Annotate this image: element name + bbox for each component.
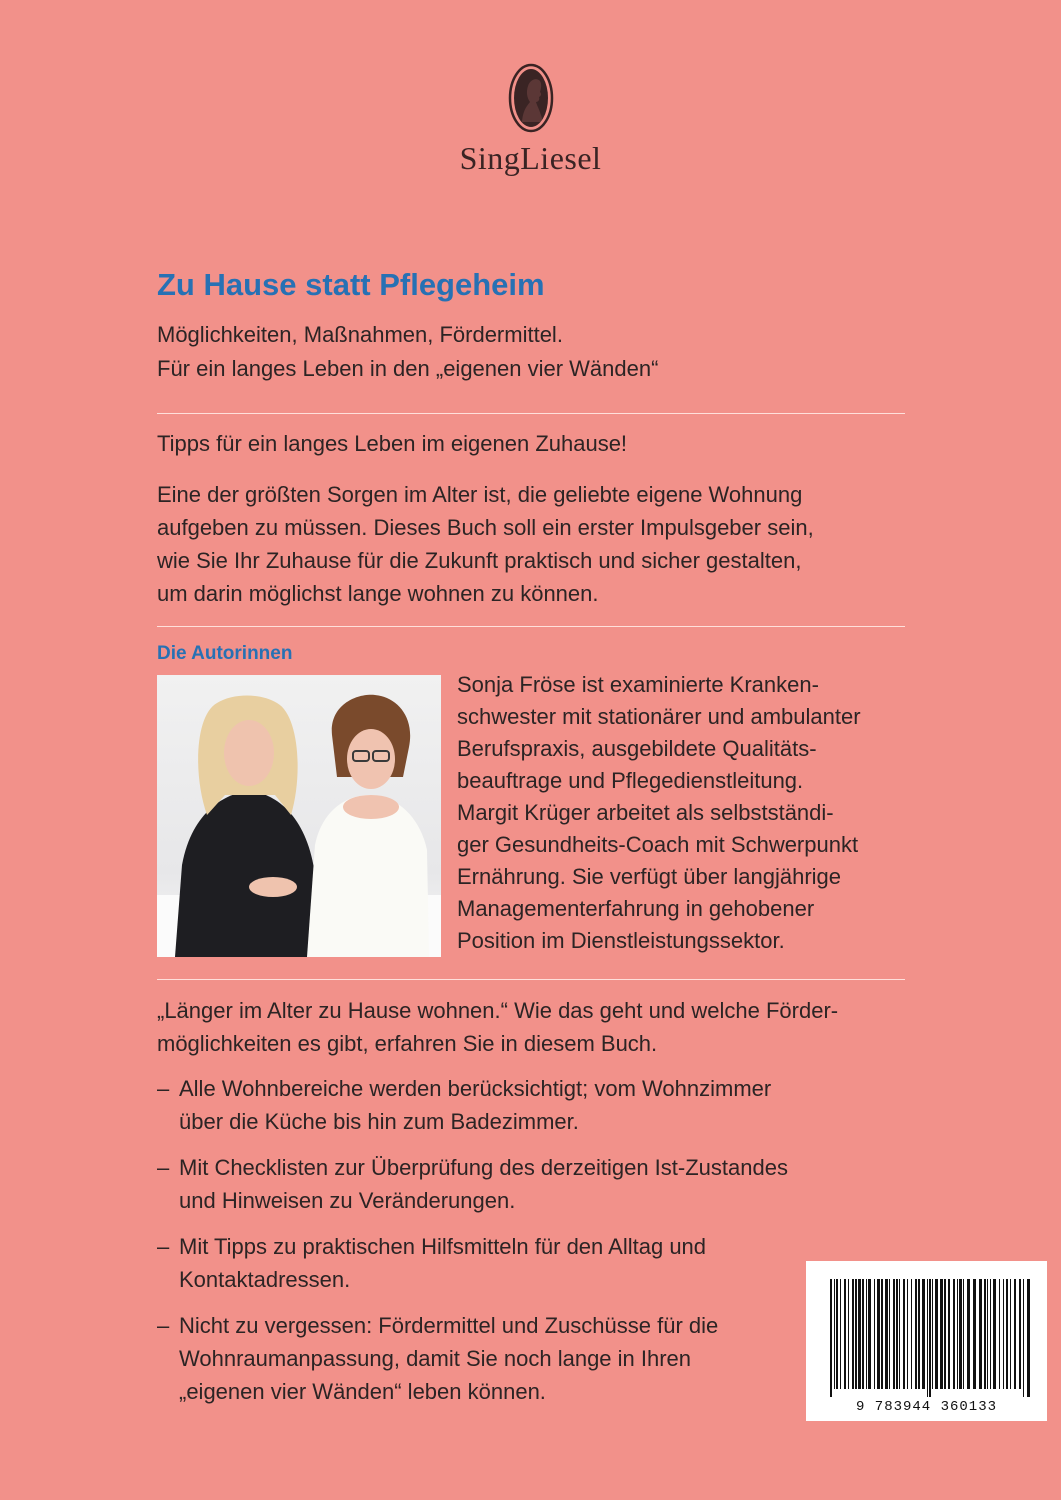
barcode-bar (830, 1279, 832, 1397)
barcode-bar (922, 1279, 925, 1389)
back-cover-content (157, 266, 905, 1421)
woman-silhouette-cameo-icon (507, 62, 555, 134)
barcode-bar (874, 1279, 875, 1389)
barcode-bar (907, 1279, 908, 1389)
list-item-line: Nicht zu vergessen: Fördermittel und Zuschüsse für die (179, 1313, 719, 1338)
isbn-number: 9 783944 360133 (855, 1399, 998, 1415)
barcode-bar (834, 1279, 835, 1389)
divider (157, 413, 905, 414)
list-item (157, 1309, 905, 1408)
dash-bullet: – (157, 1076, 170, 1101)
barcode-bar (929, 1279, 931, 1397)
barcode-bar (967, 1279, 970, 1389)
book-subtitle-line: Für ein langes Leben in den „eigenen vier Wänden“ (157, 356, 659, 381)
intro-headline: Tipps für ein langes Leben im eigenen Zuhause! (157, 431, 628, 456)
list-item-line: Wohnraumanpassung, damit Sie noch lange in Ihren (179, 1346, 692, 1371)
authors-bio-line: Managementerfahrung in gehobener (457, 896, 815, 921)
barcode-bar (1027, 1279, 1030, 1397)
barcode-bar (896, 1279, 898, 1389)
list-item-line: Alle Wohnbereiche werden berücksichtigt; vom Wohnzimmer (179, 1076, 772, 1101)
intro-line: wie Sie Ihr Zuhause für die Zukunft praktisch und sicher gestalten, (157, 548, 802, 573)
list-item-line: „eigenen vier Wänden“ leben können. (179, 1379, 546, 1404)
barcode-bar (984, 1279, 986, 1389)
barcode-bar (855, 1279, 857, 1389)
barcode-bar (990, 1279, 991, 1389)
authors-heading: Die Autorinnen (157, 643, 293, 664)
publisher-name: SingLiesel (459, 140, 602, 176)
authors-bio-line: Sonja Fröse ist examinierte Kranken- (457, 672, 819, 697)
barcode-bar (940, 1279, 943, 1389)
divider (157, 979, 905, 980)
authors-photo (157, 675, 441, 957)
summary-line: „Länger im Alter zu Hause wohnen.“ Wie das geht und welche Förder- (157, 998, 839, 1023)
barcode-bar (957, 1279, 958, 1389)
list-item-line: Mit Checklisten zur Überprüfung des derzeitigen Ist-Zustandes (179, 1155, 788, 1180)
barcode-bar (899, 1279, 900, 1389)
barcode-bar (993, 1279, 996, 1389)
barcode-bar (915, 1279, 917, 1389)
barcode-bar (1019, 1279, 1021, 1389)
summary-line: möglichkeiten es gibt, erfahren Sie in diesem Buch. (157, 1031, 658, 1056)
authors-section (157, 672, 905, 957)
intro-line: Eine der größten Sorgen im Alter ist, die geliebte eigene Wohnung (157, 482, 803, 507)
barcode-bar (944, 1279, 946, 1389)
barcode-bar (903, 1279, 905, 1389)
authors-bio-line: Position im Dienstleistungssektor. (457, 928, 785, 953)
barcode-bar (918, 1279, 920, 1389)
feature-list (157, 1072, 905, 1408)
intro-line: aufgeben zu müssen. Dieses Buch soll ein erster Impulsgeber sein, (157, 515, 814, 540)
authors-bio-line: beauftrage und Pflegedienstleitung. (457, 768, 804, 793)
barcode-bar (840, 1279, 841, 1389)
barcode-bar (1014, 1279, 1016, 1389)
barcode-bar (893, 1279, 895, 1389)
divider (157, 626, 905, 627)
barcode-bar (1003, 1279, 1004, 1389)
list-item (157, 1230, 905, 1296)
barcode-bar (881, 1279, 883, 1389)
barcode-bar (987, 1279, 988, 1389)
authors-bio-line: Margit Krüger arbeitet als selbstständi- (457, 800, 834, 825)
intro-line: um darin möglichst lange wohnen zu können. (157, 581, 599, 606)
isbn-barcode (806, 1261, 1047, 1421)
barcode-bar (858, 1279, 861, 1389)
barcode-bar (852, 1279, 854, 1389)
barcode-bar (844, 1279, 846, 1389)
barcode-bar (959, 1279, 962, 1389)
authors-bio-line: Berufspraxis, ausgebildete Qualitäts- (457, 736, 817, 761)
list-item-line: Mit Tipps zu praktischen Hilfsmitteln für den Alltag und (179, 1234, 707, 1259)
barcode-bar (911, 1279, 912, 1389)
barcode-bar (935, 1279, 938, 1389)
barcode-bar (1023, 1279, 1024, 1397)
barcode-bar (1006, 1279, 1008, 1389)
authors-bio-line: Ernährung. Sie verfügt über langjährige (457, 864, 842, 889)
barcode-bar (973, 1279, 976, 1389)
authors-bio-line: ger Gesundheits-Coach mit Schwerpunkt (457, 832, 859, 857)
barcode-bar (862, 1279, 864, 1389)
intro-paragraph (157, 478, 905, 610)
book-subtitle-line: Möglichkeiten, Maßnahmen, Fördermittel. (157, 322, 563, 347)
barcode-bar (866, 1279, 867, 1389)
list-item-line: über die Küche bis hin zum Badezimmer. (179, 1109, 579, 1134)
barcode-bar (877, 1279, 880, 1389)
barcode-bar (885, 1279, 888, 1389)
authors-bio (457, 672, 861, 957)
list-item (157, 1072, 905, 1138)
dash-bullet: – (157, 1155, 170, 1180)
barcode-bar (953, 1279, 955, 1389)
barcode-bar (963, 1279, 964, 1389)
list-item-line: und Hinweisen zu Veränderungen. (179, 1188, 516, 1213)
barcode-bar (1010, 1279, 1011, 1389)
barcode-bar (932, 1279, 933, 1389)
summary-paragraph (157, 994, 905, 1060)
barcode-bar (848, 1279, 849, 1389)
barcode-bar (836, 1279, 838, 1389)
barcode-bar (927, 1279, 928, 1397)
barcode-bar (948, 1279, 950, 1389)
list-item-line: Kontaktadressen. (179, 1267, 351, 1292)
authors-bio-line: schwester mit stationärer und ambulanter (457, 704, 861, 729)
barcode-bar (889, 1279, 890, 1389)
book-title: Zu Hause statt Pflegeheim (157, 267, 545, 302)
dash-bullet: – (157, 1313, 170, 1338)
barcode-bar (979, 1279, 982, 1389)
dash-bullet: – (157, 1234, 170, 1259)
publisher-logo (0, 62, 1061, 177)
barcode-bar (999, 1279, 1000, 1389)
barcode-bars (806, 1261, 1047, 1421)
barcode-bar (868, 1279, 871, 1389)
list-item (157, 1151, 905, 1217)
